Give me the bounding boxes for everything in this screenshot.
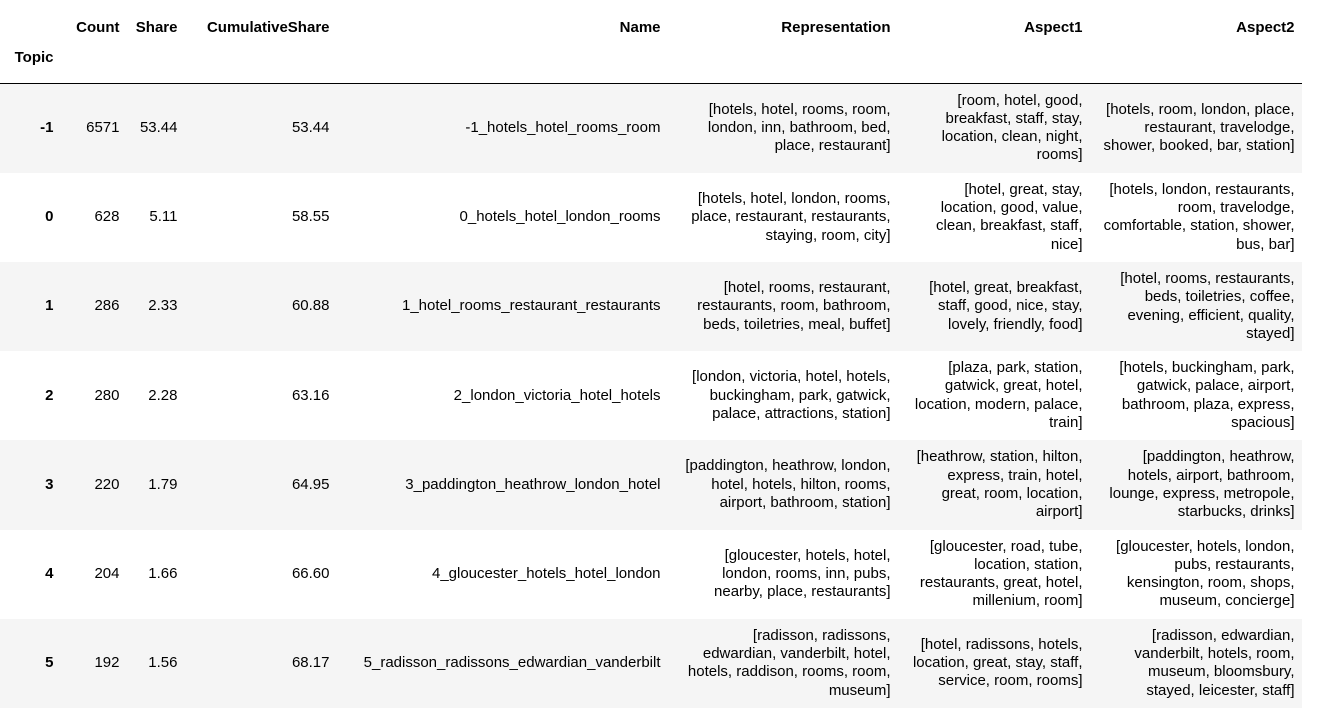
- aspect2-cell: [gloucester, hotels, london, pubs, restaurants, kensington, room, shops, museum, concierge]: [1116, 537, 1295, 610]
- table-row: [0, 440, 1302, 529]
- topic-index-cell: 1: [45, 297, 54, 315]
- cumulative-share-cell: 63.16: [291, 386, 330, 404]
- column-header-row: [0, 0, 1302, 44]
- count-cell: 286: [94, 297, 120, 315]
- index-name-label: Topic: [0, 44, 61, 83]
- aspect2-cell: [hotels, buckingham, park, gatwick, palace, airport, bathroom, plaza, express, spacious]: [1119, 359, 1295, 432]
- representation-cell: [hotels, hotel, london, rooms, place, restaurant, restaurants, staying, room, city]: [691, 189, 891, 244]
- aspect1-cell: [room, hotel, good, breakfast, staff, stay, location, clean, night, rooms]: [941, 91, 1083, 164]
- topic-index-cell: 5: [45, 654, 54, 672]
- topic-index-cell: 0: [45, 208, 54, 226]
- table-body: [0, 83, 1302, 708]
- count-cell: 204: [94, 564, 120, 582]
- share-cell: 1.56: [148, 654, 178, 672]
- name-cell: -1_hotels_hotel_rooms_room: [465, 119, 661, 137]
- topic-index-cell: 2: [45, 386, 54, 404]
- cumulative-share-cell: 53.44: [291, 119, 330, 137]
- aspect1-cell: [gloucester, road, tube, location, station, restaurants, great, hotel, millenium, room]: [919, 537, 1083, 610]
- table-row: [0, 83, 1302, 173]
- share-cell: 2.28: [148, 386, 178, 404]
- representation-cell: [hotels, hotel, rooms, room, london, inn, bathroom, bed, place, restaurant]: [707, 100, 891, 155]
- table-header: [0, 0, 1302, 83]
- index-name-row: [0, 44, 1302, 83]
- representation-cell: [gloucester, hotels, hotel, london, rooms, inn, pubs, nearby, place, restaurants]: [714, 546, 891, 601]
- share-cell: 1.66: [148, 564, 178, 582]
- representation-cell: [hotel, rooms, restaurant, restaurants, room, bathroom, beds, toiletries, meal, buffet]: [697, 279, 891, 333]
- aspect1-cell: [hotel, great, breakfast, staff, good, nice, stay, lovely, friendly, food]: [929, 279, 1083, 333]
- column-header-share: Share: [135, 19, 178, 36]
- index-header-spacer: [0, 0, 61, 44]
- aspect1-cell: [heathrow, station, hilton, express, train, hotel, great, room, location, airport]: [916, 448, 1083, 521]
- table-row: [0, 262, 1302, 351]
- column-header-cumulative-share: CumulativeShare: [206, 19, 330, 36]
- aspect2-cell: [hotel, rooms, restaurants, beds, toiletries, coffee, evening, efficient, quality, stayed]: [1120, 269, 1295, 342]
- table-row: [0, 351, 1302, 440]
- cumulative-share-cell: 60.88: [291, 297, 330, 315]
- name-cell: 0_hotels_hotel_london_rooms: [459, 208, 661, 226]
- name-cell: 5_radisson_radissons_edwardian_vanderbilt: [363, 654, 661, 672]
- share-cell: 2.33: [148, 297, 178, 315]
- aspect1-cell: [hotel, radissons, hotels, location, great, stay, staff, service, room, rooms]: [912, 635, 1083, 690]
- column-header-aspect1: Aspect1: [1024, 19, 1083, 36]
- aspect2-cell: [hotels, london, restaurants, room, travelodge, comfortable, station, shower, bus, bar]: [1103, 180, 1295, 253]
- cumulative-share-cell: 64.95: [291, 475, 330, 493]
- cumulative-share-cell: 66.60: [291, 564, 330, 582]
- column-header-aspect2: Aspect2: [1236, 19, 1295, 36]
- count-cell: 192: [94, 654, 120, 672]
- share-cell: 53.44: [139, 119, 178, 137]
- aspect1-cell: [hotel, great, stay, location, good, value, clean, breakfast, staff, nice]: [936, 180, 1083, 253]
- aspect2-cell: [radisson, edwardian, vanderbilt, hotels, room, museum, bloomsbury, stayed, leicester, staff]: [1134, 626, 1295, 699]
- index-name-filler: [61, 44, 1302, 83]
- topic-index-cell: 3: [45, 475, 54, 493]
- cumulative-share-cell: 68.17: [291, 654, 330, 672]
- topic-index-cell: 4: [45, 564, 54, 582]
- table-row: [0, 619, 1302, 708]
- column-header-representation: Representation: [781, 19, 891, 36]
- aspect1-cell: [plaza, park, station, gatwick, great, hotel, location, modern, palace, train]: [914, 359, 1083, 432]
- count-cell: 280: [94, 386, 120, 404]
- column-header-count: Count: [76, 19, 120, 36]
- table-row: [0, 530, 1302, 619]
- representation-cell: [radisson, radissons, edwardian, vanderbilt, hotel, hotels, raddison, rooms, room, museum]: [687, 626, 891, 699]
- count-cell: 220: [94, 475, 120, 493]
- name-cell: 4_gloucester_hotels_hotel_london: [431, 564, 661, 582]
- representation-cell: [paddington, heathrow, london, hotel, hotels, hilton, rooms, airport, bathroom, station]: [685, 457, 891, 512]
- share-cell: 5.11: [149, 208, 178, 226]
- representation-cell: [london, victoria, hotel, hotels, buckingham, park, gatwick, palace, attractions, station]: [692, 368, 891, 422]
- cumulative-share-cell: 58.55: [291, 208, 330, 226]
- topic-index-cell: -1: [40, 119, 54, 137]
- count-cell: 6571: [86, 119, 120, 137]
- name-cell: 3_paddington_heathrow_london_hotel: [405, 475, 661, 493]
- column-header-name: Name: [619, 19, 661, 36]
- aspect2-cell: [paddington, heathrow, hotels, airport, bathroom, lounge, express, metropole, starbucks, drinks]: [1109, 448, 1295, 521]
- aspect2-cell: [hotels, room, london, place, restaurant, travelodge, shower, booked, bar, station]: [1103, 100, 1295, 155]
- name-cell: 2_london_victoria_hotel_hotels: [453, 386, 661, 404]
- count-cell: 628: [94, 208, 120, 226]
- share-cell: 1.79: [148, 475, 178, 493]
- name-cell: 1_hotel_rooms_restaurant_restaurants: [402, 297, 661, 315]
- table-row: [0, 173, 1302, 262]
